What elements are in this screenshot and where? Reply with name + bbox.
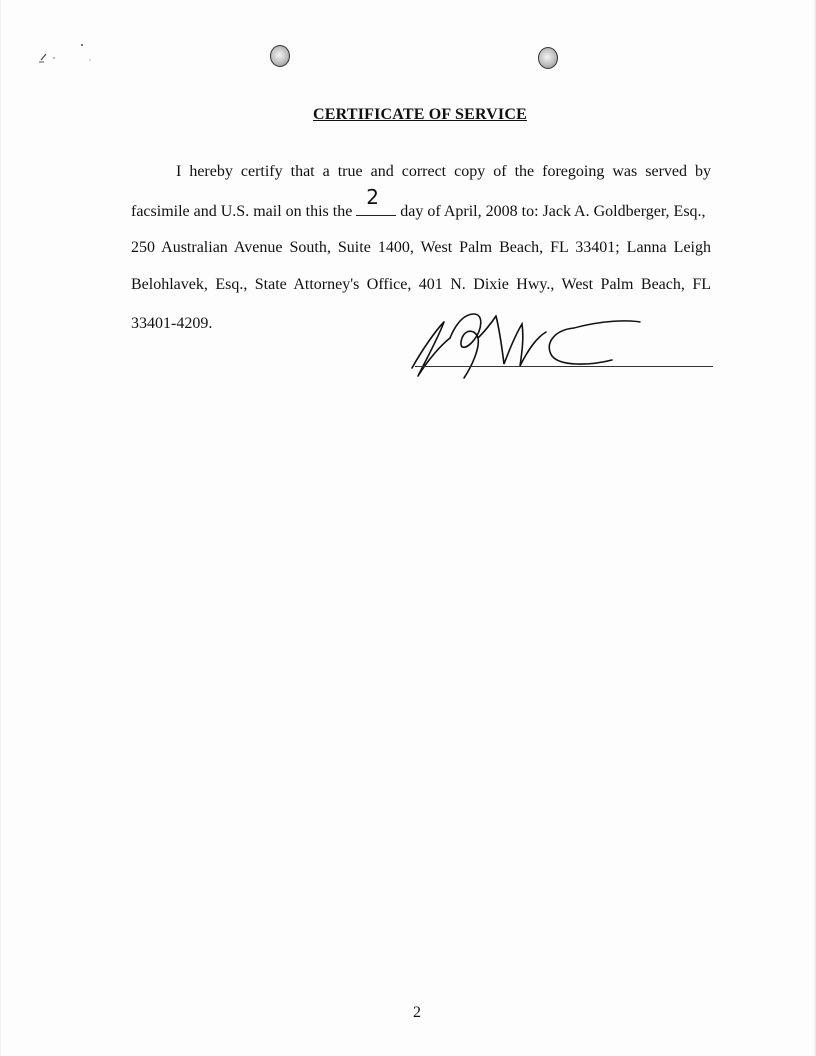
body-line-2-text-a: facsimile and U.S. mail on this the: [131, 203, 353, 220]
page-number: 2: [413, 1004, 421, 1021]
handwritten-day: 2: [366, 185, 380, 209]
page-edge-left: [0, 0, 1, 1056]
body-line-2-text-b: day of April, 2008 to: Jack A. Goldberger, Esq.,: [400, 203, 706, 220]
signature-line: [415, 366, 713, 367]
day-blank: [356, 185, 396, 216]
body-line-5: [131, 314, 212, 334]
body-line-4-text: Belohlavek, Esq., State Attorney's Office, 401 N. Dixie Hwy., West Palm Beach, FL: [131, 276, 711, 293]
body-line-1-text: I hereby certify that a true and correct copy of the foregoing was served by: [176, 163, 711, 180]
signature-graphic: [404, 308, 716, 384]
punch-hole-left: [270, 45, 290, 67]
body-line-3: [131, 238, 711, 258]
body-line-5-text: 33401-4209.: [131, 315, 213, 332]
body-line-1: [176, 162, 711, 182]
body-line-3-text: 250 Australian Avenue South, Suite 1400, West Palm Beach, FL 33401; Lanna Leigh: [131, 239, 711, 256]
certificate-heading: CERTIFICATE OF SERVICE: [313, 106, 527, 123]
body-line-2: [131, 185, 706, 222]
body-line-4: [131, 275, 711, 295]
scan-specks: [36, 40, 96, 70]
punch-hole-right: [538, 47, 558, 69]
